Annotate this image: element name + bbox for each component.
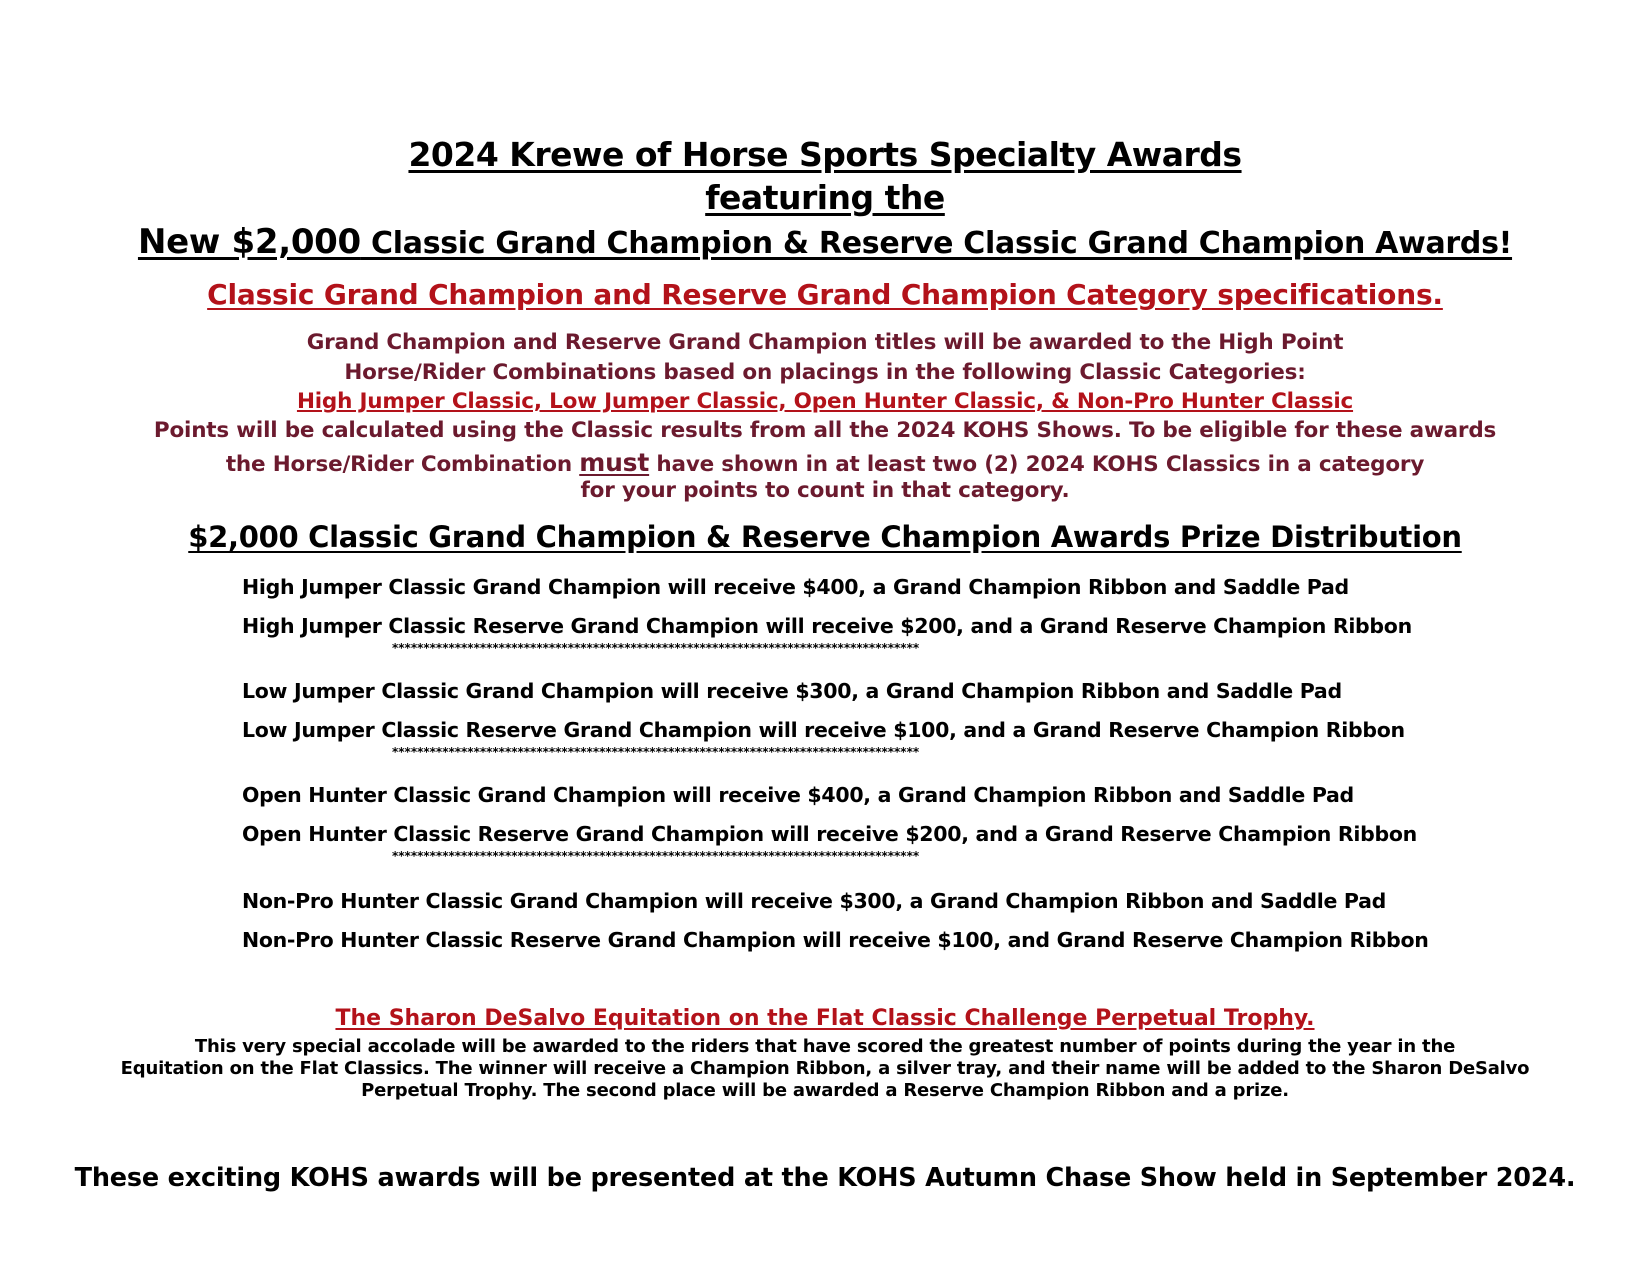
trophy-title: The Sharon DeSalvo Equitation on the Flat Classic Challenge Perpetual Trophy. (335, 1006, 1315, 1031)
trophy-line-2: Equitation on the Flat Classics. The winner will receive a Champion Ribbon, a silver tray, and their name will be added to the Sharon DeSalvo (120, 1058, 1530, 1079)
prize-item: High Jumper Classic Grand Champion will receive $400, a Grand Champion Ribbon and Saddle Pad (242, 575, 1349, 599)
prize-item: Non-Pro Hunter Classic Grand Champion will receive $300, a Grand Champion Ribbon and Saddle Pad (242, 889, 1386, 913)
spec-line-2: Horse/Rider Combinations based on placings in the following Classic Categories: (344, 360, 1306, 385)
headline (0, 222, 1650, 262)
specifications-heading: Classic Grand Champion and Reserve Grand Champion Category specifications. (207, 278, 1443, 311)
spec-line-5-before: the Horse/Rider Combination (225, 452, 580, 477)
prize-item: Low Jumper Classic Reserve Grand Champion will receive $100, and a Grand Reserve Champion Ribbon (242, 718, 1405, 742)
spec-line-5 (0, 448, 1650, 477)
separator: ************************************************************************************ (392, 641, 920, 655)
spec-must: must (579, 448, 650, 477)
headline-rest: Classic Grand Champion & Reserve Classic Grand Champion Awards! (360, 226, 1513, 261)
prize-item: Low Jumper Classic Grand Champion will receive $300, a Grand Champion Ribbon and Saddle Pad (242, 679, 1342, 703)
closing-statement: These exciting KOHS awards will be presented at the KOHS Autumn Chase Show held in September 2024. (74, 1163, 1576, 1193)
page-title: 2024 Krewe of Horse Sports Specialty Awards (408, 135, 1242, 174)
spec-line-4: Points will be calculated using the Classic results from all the 2024 KOHS Shows. To be eligible for these awards (153, 418, 1497, 443)
separator: ************************************************************************************ (392, 745, 920, 759)
prize-item: Non-Pro Hunter Classic Reserve Grand Champion will receive $100, and Grand Reserve Champion Ribbon (242, 928, 1429, 952)
spec-line-5-after: have shown in at least two (2) 2024 KOHS Classics in a category (649, 452, 1425, 477)
prize-heading: $2,000 Classic Grand Champion & Reserve Champion Awards Prize Distribution (188, 520, 1462, 554)
prize-item: Open Hunter Classic Reserve Grand Champion will receive $200, and a Grand Reserve Champion Ribbon (242, 822, 1417, 846)
separator: ************************************************************************************ (392, 849, 920, 863)
trophy-line-1: This very special accolade will be awarded to the riders that have scored the greatest number of points during the year in the (194, 1036, 1456, 1057)
prize-item: High Jumper Classic Reserve Grand Champion will receive $200, and a Grand Reserve Champion Ribbon (242, 614, 1412, 638)
spec-categories: High Jumper Classic, Low Jumper Classic, Open Hunter Classic, & Non-Pro Hunter Classic (296, 389, 1354, 414)
spec-line-1: Grand Champion and Reserve Grand Champion titles will be awarded to the High Point (306, 330, 1344, 355)
spec-line-6: for your points to count in that category. (580, 478, 1070, 503)
trophy-line-3: Perpetual Trophy. The second place will be awarded a Reserve Champion Ribbon and a prize. (361, 1080, 1289, 1101)
headline-new-amount: New $2,000 (137, 222, 361, 262)
page-subtitle: featuring the (705, 178, 945, 217)
prize-item: Open Hunter Classic Grand Champion will receive $400, a Grand Champion Ribbon and Saddle Pad (242, 783, 1354, 807)
